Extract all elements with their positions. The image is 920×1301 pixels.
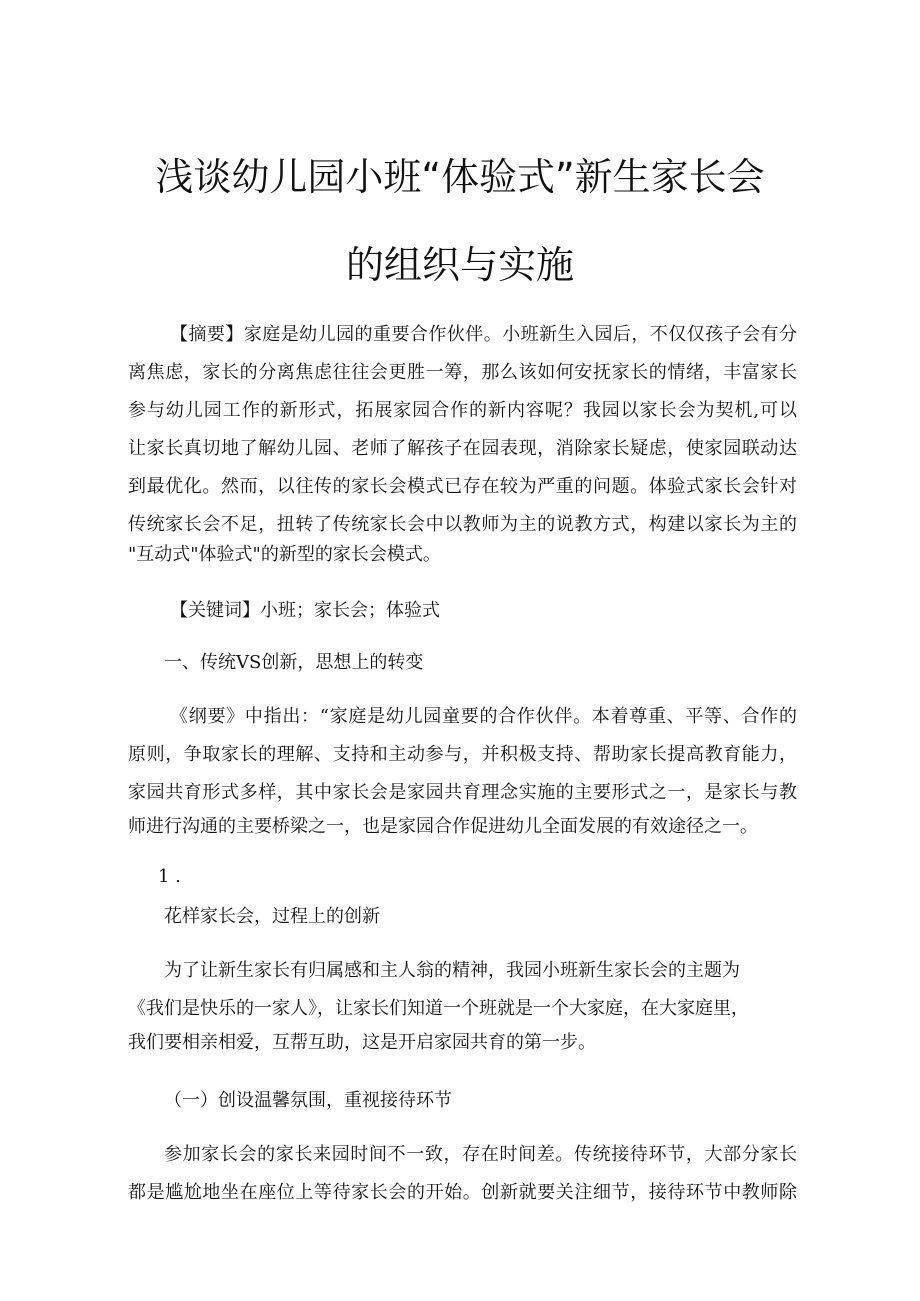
keywords: 【关键词】小班；家长会；体验式 <box>170 600 440 621</box>
abstract-line: 离焦虑，家长的分离焦虑往往会更胜一筹，那么该如何安抚家长的情绪，丰富家长 <box>128 362 797 383</box>
paragraph-line: 家园共育形式多样，其中家长会是家园共育理念实施的主要形式之一，是家长与教 <box>128 782 797 803</box>
title-line-2: 的组织与实施 <box>345 243 574 287</box>
paragraph-line: 《纲要》中指出：“家庭是幼儿园童要的合作伙伴。本着尊重、平等、合作的 <box>170 706 797 727</box>
abstract-line: "互动式"体验式"的新型的家长会模式。 <box>128 544 441 565</box>
paragraph-line: 都是尴尬地坐在座位上等待家长会的开始。创新就要关注细节，接待环节中教师除 <box>128 1182 797 1203</box>
section-heading: 一、传统VS创新，思想上的转变 <box>164 652 424 673</box>
paragraph-line: 我们要相亲相爱，互帮互助，这是开启家园共育的第一步。 <box>128 1032 596 1053</box>
abstract-line: 参与幼儿园工作的新形式，拓展家园合作的新内容呢？我园以家长会为契机,可以 <box>128 400 797 421</box>
paragraph-line: 为了让新生家长有归属感和主人翁的精神，我园小班新生家长会的主题为 <box>164 960 740 981</box>
item-heading: 花样家长会，过程上的创新 <box>164 906 380 927</box>
paragraph-line: 师进行沟通的主要桥梁之一，也是家园合作促进幼儿全面发展的有效途径之一。 <box>128 816 758 837</box>
item-number: 1 . <box>158 866 181 887</box>
abstract-line: 到最优化。然而，以往传的家长会模式已存在较为严重的问题。体验式家长会针对 <box>128 476 797 497</box>
abstract-line: 【摘要】家庭是幼儿园的重要合作伙伴。小班新生入园后，不仅仅孩子会有分 <box>170 324 797 345</box>
paragraph-line: 原则，争取家长的理解、支持和主动参与，并积极支持、帮助家长提高教育能力， <box>128 744 797 765</box>
abstract-line: 让家长真切地了解幼儿园、老师了解孩子在园表现，消除家长疑虑，使家园联动达 <box>128 438 797 459</box>
paragraph-line: 参加家长会的家长来园时间不一致，存在时间差。传统接待环节，大部分家长 <box>164 1144 797 1165</box>
subsection-heading: （一）创设温馨氛围，重视接待环节 <box>164 1090 452 1111</box>
paragraph-line: 《我们是快乐的一家人》，让家长们知道一个班就是一个大家庭，在大家庭里， <box>128 998 749 1019</box>
title-line-1: 浅谈幼儿园小班“体验式”新生家长会 <box>155 155 765 199</box>
abstract-line: 传统家长会不足，扭转了传统家长会中以教师为主的说教方式，构建以家长为主的 <box>128 514 797 535</box>
